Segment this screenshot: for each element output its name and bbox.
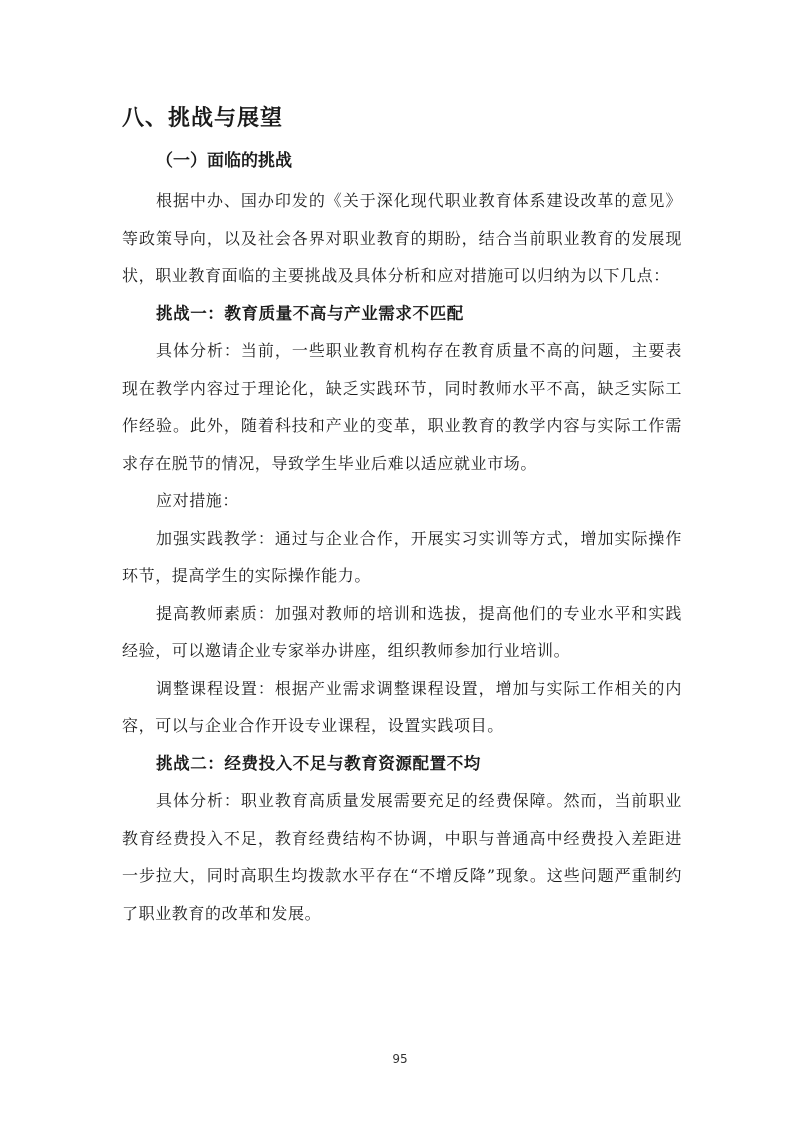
challenge-1-measure-practice: 加强实践教学：通过与企业合作，开展实习实训等方式，增加实际操作环节，提高学生的实际操作能力。 [122, 528, 682, 585]
challenge-1-title: 挑战一：教育质量不高与产业需求不匹配 [156, 303, 464, 323]
challenge-1-measure-curriculum: 调整课程设置：根据产业需求调整课程设置，增加与实际工作相关的内容，可以与企业合作开设专业课程，设置实践项目。 [122, 678, 682, 735]
challenge-1-measures-label: 应对措施： [156, 491, 240, 510]
challenge-2-title: 挑战二：经费投入不足与教育资源配置不均 [156, 753, 481, 773]
challenge-1-analysis: 具体分析：当前，一些职业教育机构存在教育质量不高的问题，主要表现在教学内容过于理论化，缺乏实践环节，同时教师水平不高，缺乏实际工作经验。此外，随着科技和产业的变革，职业教育的教学内容与实际工作需求存在脱节的情况，导致学生毕业后难以适应就业市场。 [122, 341, 682, 473]
page-content [122, 100, 682, 932]
challenge-1-measure-teachers: 提高教师素质：加强对教师的培训和选拔，提高他们的专业水平和实践经验，可以邀请企业专家举办讲座，组织教师参加行业培训。 [122, 603, 682, 660]
section-title: 八、挑战与展望 [122, 106, 284, 131]
page-number: 95 [392, 1052, 408, 1066]
intro-paragraph: 根据中办、国办印发的《关于深化现代职业教育体系建设改革的意见》等政策导向，以及社会各界对职业教育的期盼，结合当前职业教育的发展现状，职业教育面临的主要挑战及具体分析和应对措施可以归纳为以下几点： [122, 191, 682, 285]
challenge-2-analysis: 具体分析：职业教育高质量发展需要充足的经费保障。然而，当前职业教育经费投入不足，教育经费结构不协调，中职与普通高中经费投入差距进一步拉大，同时高职生均拨款水平存在“不增反降”现象。这些问题严重制约了职业教育的改革和发展。 [122, 791, 682, 923]
subsection-title: （一）面临的挑战 [156, 151, 292, 171]
